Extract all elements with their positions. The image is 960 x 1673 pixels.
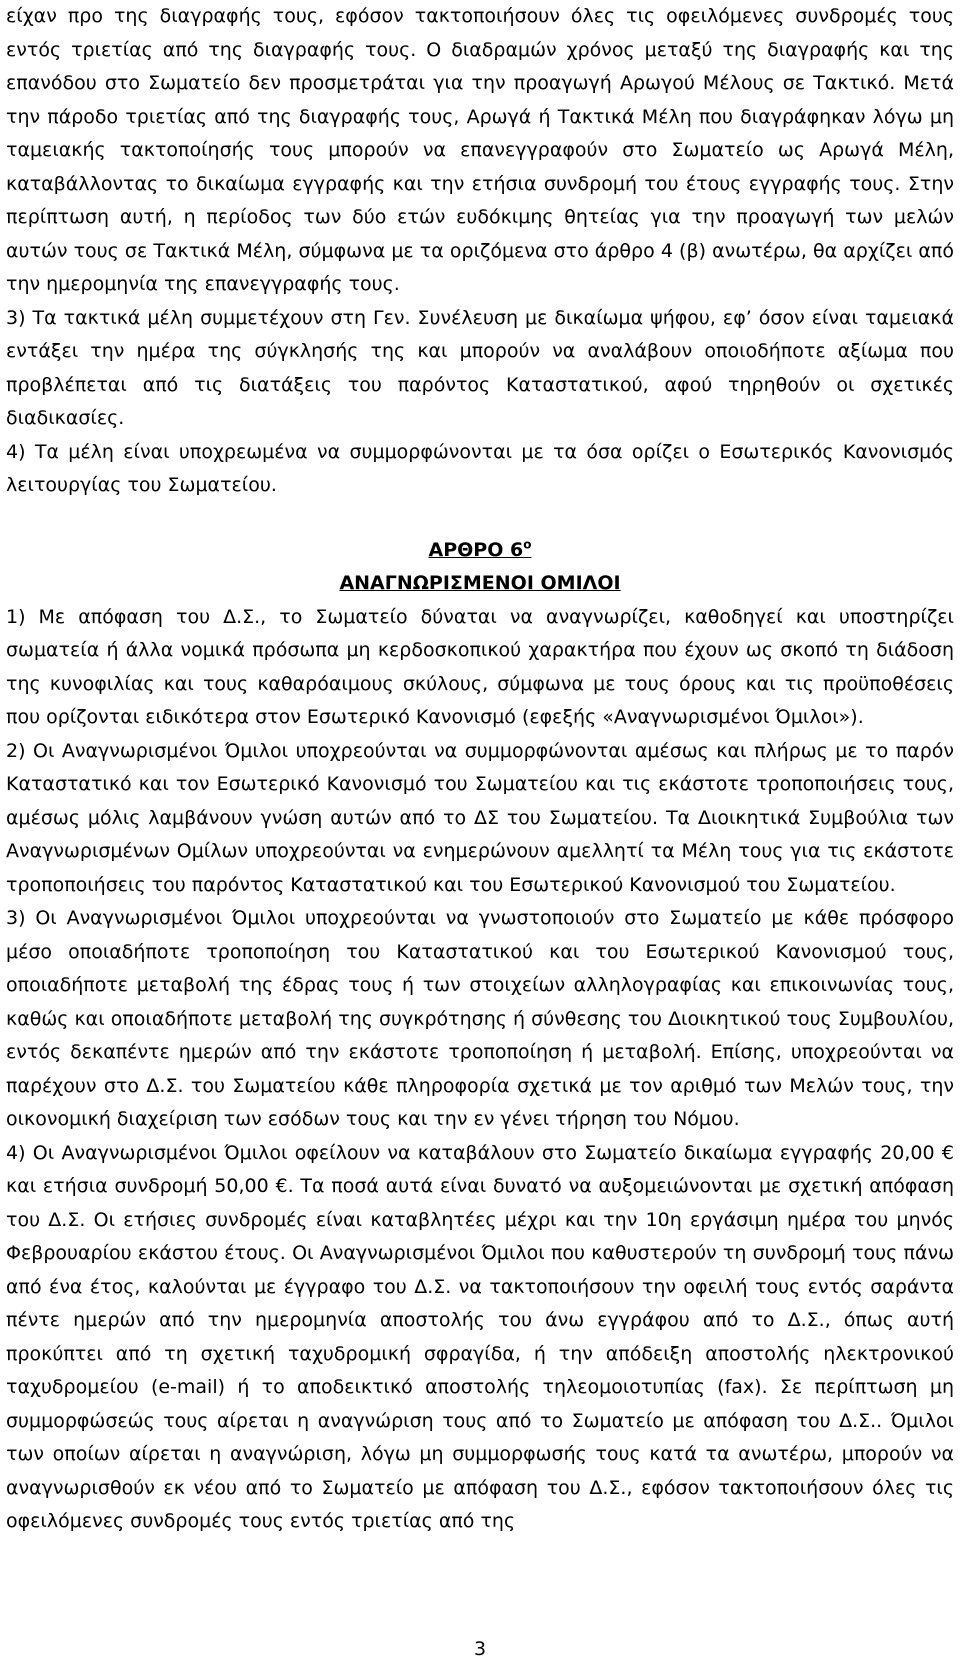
paragraph-readmission: είχαν προ της διαγραφής τους, εφόσον τακτοποιήσουν όλες τις οφειλόμενες συνδρομές τους εντός τριετίας από της διαγραφής τους. Ο διαδραμών χρόνος μεταξύ της διαγραφής και της επανόδου στο Σωματείο δεν προσμετράται για την προαγωγή Αρωγού Μέλους σε Τακτικό. Μετά την πάροδο τριετίας από της διαγραφής τους, Αρωγά ή Τακτικά Μέλη που διαγράφηκαν λόγω μη ταμειακής τακτοποίησής τους μπορούν να επανεγγραφούν στο Σωματείο ως Αρωγά Μέλη, καταβάλλοντας το δικαίωμα εγγραφής και την ετήσια συνδρομή του έτους εγγραφής τους. Στην περίπτωση αυτή, η περίοδος των δύο ετών ευδόκιμης θητείας για την προαγωγή των μελών αυτών τους σε Τακτικά Μέλη, σύμφωνα με τα οριζόμενα στο άρθρο 4 (β) ανωτέρω, θα αρχίζει από την ημερομηνία της επανεγγραφής τους. bbox=[6, 5, 954, 295]
paragraph-article-4: 4) Οι Αναγνωρισμένοι Όμιλοι οφείλουν να καταβάλουν στο Σωματείο δικαίωμα εγγραφής 20,00 € και ετήσια συνδρομή 50,00 €. Τα ποσά αυτά είναι δυνατό να αυξομειώνονται με σχετική απόφαση του Δ.Σ. Οι ετήσιες συνδρομές είναι καταβλητέες μέχρι και την 10η εργάσιμη ημέρα του μηνός Φεβρουαρίου εκάστου έτους. Οι Αναγνωρισμένοι Όμιλοι που καθυστερούν τη συνδρομή τους πάνω από ένα έτος, καλούνται με έγγραφο του Δ.Σ. να τακτοποιήσουν την οφειλή τους εντός σαράντα πέντε ημερών από την ημερομηνία αποστολής του άνω εγγράφου από το Δ.Σ., όπως αυτή προκύπτει από τη σχετική ταχυδρομική σφραγίδα, ή την απόδειξη αποστολής ηλεκτρονικού ταχυδρομείου (e-mail) ή το αποδεικτικό αποστολής τηλεομοιοτυπίας (fax). Σε περίπτωση μη συμμορφώσεώς τους αίρεται η αναγνώριση τους από το Σωματείο με απόφαση του Δ.Σ.. Όμιλοι των οποίων αίρεται η αναγνώριση, λόγω μη συμμορφωσής τους κατά τα ανωτέρω, μπορούν να αναγνωρισθούν εκ νέου από το Σωματείο με απόφαση του Δ.Σ., εφόσον τακτοποιήσουν όλες τις οφειλόμενες συνδρομές τους εντός τριετίας από της bbox=[6, 1141, 954, 1532]
paragraph-article-3: 3) Οι Αναγνωρισμένοι Όμιλοι υποχρεούνται να γνωστοποιούν στο Σωματείο με κάθε πρόσφορο μέσο οποιαδήποτε τροποποίηση του Καταστατικού και του Εσωτερικού Κανονισμού τους, οποιαδήποτε μεταβολή της έδρας τους ή των στοιχείων αλληλογραφίας και επικοινωνίας τους, καθώς και οποιαδήποτε μεταβολή της συγκρότησης ή σύνθεσης του Διοικητικού τους Συμβουλίου, εντός δεκαπέντε ημερών από την εκάστοτε τροποποίηση ή μεταβολή. Επίσης, υποχρεούνται να παρέχουν στο Δ.Σ. του Σωματείου κάθε πληροφορία σχετικά με τον αριθμό των Μελών τους, την οικονομική διαχείριση των εσόδων τους και την εν γένει τήρηση του Νόμου. bbox=[6, 907, 954, 1130]
article-title-text: ΑΡΘΡΟ 6 bbox=[428, 538, 524, 561]
article-title bbox=[6, 534, 954, 568]
paragraph-article-1: 1) Με απόφαση του Δ.Σ., το Σωματείο δύναται να αναγνωρίζει, καθοδηγεί και υποστηρίζει σωματεία ή άλλα νομικά πρόσωπα μη κερδοσκοπικού χαρακτήρα που έχουν ως σκοπό τη διάδοση της κυνοφιλίας και τους καθαρόαιμους σκύλους, σύμφωνα με τους όρους και τις προϋποθέσεις που ορίζονται ειδικότερα στον Εσωτερικό Κανονισμό (εφεξής «Αναγνωρισμένοι Όμιλοι»). bbox=[6, 605, 954, 728]
paragraph-article-2: 2) Οι Αναγνωρισμένοι Όμιλοι υποχρεούνται να συμμορφώνονται αμέσως και πλήρως με το παρόν Καταστατικό και τον Εσωτερικό Κανονισμό του Σωματείου και τις εκάστοτε τροποποιήσεις τους, αμέσως μόλις λαμβάνουν γνώση αυτών από το ΔΣ του Σωματείου. Τα Διοικητικά Συμβούλια των Αναγνωρισμένων Ομίλων υποχρεούνται να ενημερώνουν αμελλητί τα Μέλη τους για τις εκάστοτε τροποποιήσεις του παρόντος Καταστατικού και του Εσωτερικού Κανονισμού του Σωματείου. bbox=[6, 739, 954, 896]
paragraph-internal-rules: 4) Τα μέλη είναι υποχρεωμένα να συμμορφώνονται με τα όσα ορίζει ο Εσωτερικός Κανονισμός λειτουργίας του Σωματείου. bbox=[6, 440, 954, 496]
article-subtitle: ΑΝΑΓΝΩΡΙΣΜΕΝΟΙ ΟΜΙΛΟΙ bbox=[339, 572, 621, 594]
paragraph-voting-rights: 3) Τα τακτικά μέλη συμμετέχουν στη Γεν. Συνέλευση με δικαίωμα ψήφου, εφ’ όσον είναι ταμειακά εντάξει την ημέρα της σύγκλησής της και μπορούν να αναλάβουν οποιοδήποτε αξίωμα που προβλέπεται από τις διατάξεις του παρόντος Καταστατικού, αφού τηρηθούν οι σχετικές διαδικασίες. bbox=[6, 306, 954, 429]
document-page bbox=[6, 0, 954, 1539]
page-number: 3 bbox=[473, 1638, 487, 1660]
article-title-ordinal: ο bbox=[523, 537, 532, 552]
